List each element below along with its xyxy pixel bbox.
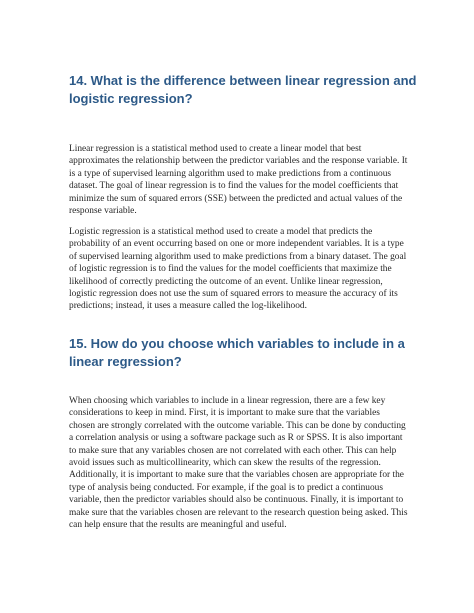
logistic-regression-paragraph: Logistic regression is a statistical method used to create a model that predicts the probability of an event occurring based on one or more independent variables. It is a type of supervised learning algorithm used to make predictions from a binary dataset. The goal of logistic regression is to find the values for the model coefficients that maximize the likelihood of correctly predicting the outcome of an event. Unlike linear regression, logistic regression does not use the sum of squared errors to measure the accuracy of its predictions; instead, it uses a measure called the log-likelihood. <box>69 227 407 312</box>
linear-regression-paragraph: Linear regression is a statistical method used to create a linear model that best approximates the relationship between the predictor variables and the response variable. It is a type of supervised learning algorithm used to make predictions from a continuous dataset. The goal of linear regression is to find the values for the model coefficients that minimize the sum of squared errors (SSE) between the predicted and actual values of the response variable. <box>69 144 408 217</box>
variable-selection-paragraph: When choosing which variables to include in a linear regression, there are a few key considerations to keep in mind. First, it is important to make sure that the variables chosen are strongly correlated with the outcome variable. This can be done by conducting a correlation analysis or using a software package such as R or SPSS. It is also important to make sure that any variables chosen are not correlated with each other. This can help avoid issues such as multicollinearity, which can skew the results of the regression. Additionally, it is important to make sure that the variables chosen are appropriate for the type of analysis being conducted. For example, if the goal is to predict a continuous variable, then the predictor variables should also be continuous. Finally, it is important to make sure that the variables chosen are relevant to the research question being asked. This can help ensure that the results are meaningful and useful. <box>69 396 408 531</box>
question-15-heading: 15. How do you choose which variables to include in a linear regression? <box>69 336 405 369</box>
question-14-heading: 14. What is the difference between linear regression and logistic regression? <box>69 73 417 106</box>
